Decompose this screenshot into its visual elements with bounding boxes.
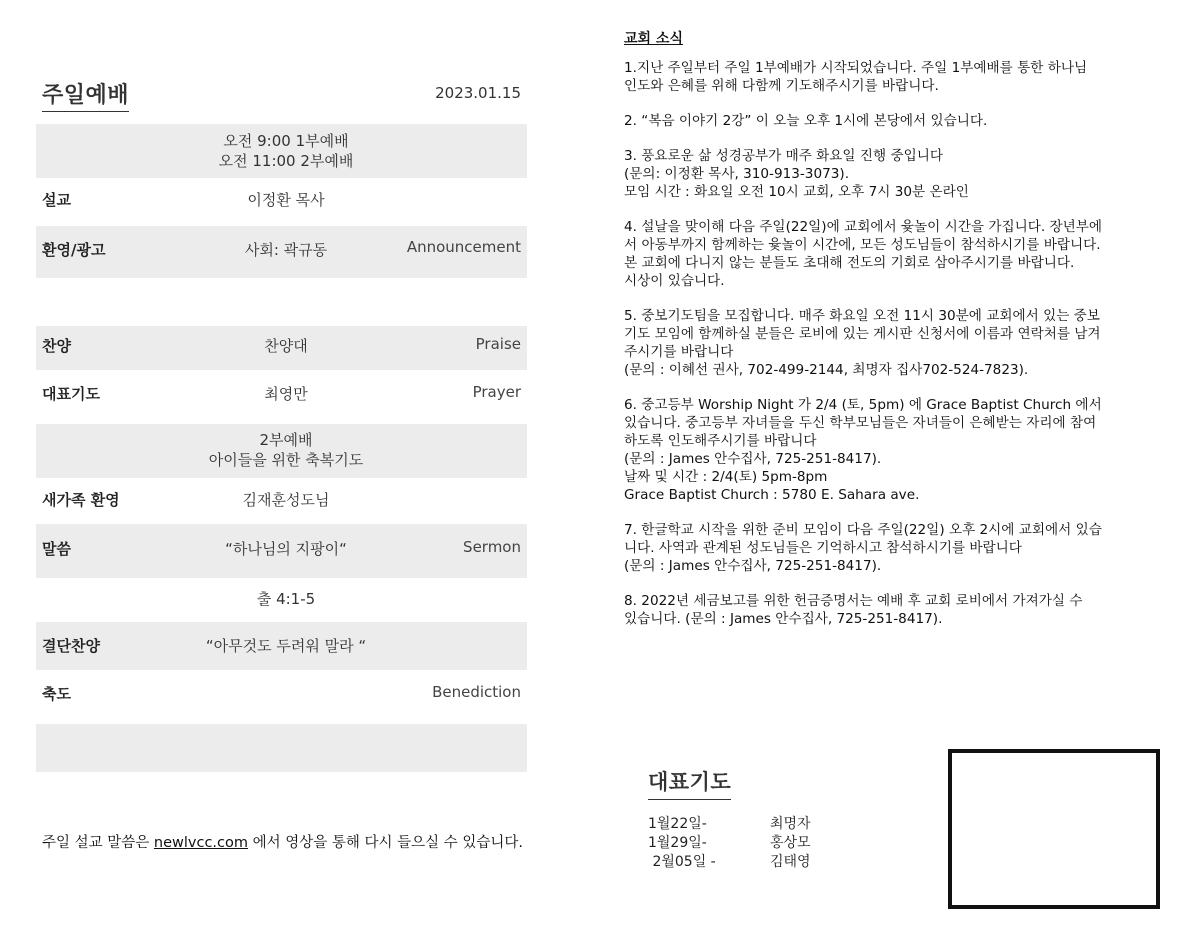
row-label: 찬양 [42,337,71,355]
row-label: 새가족 환영 [42,491,120,509]
closing-hymn-title: “아무것도 두려워 말라 “ [205,637,367,655]
word-row [36,524,527,578]
row-label: 대표기도 [42,385,100,403]
row-english-label: Sermon [463,538,521,556]
sermon-preacher-row [36,178,527,226]
image-placeholder-box [948,749,1160,909]
news-item: 5. 중보기도팀을 모집합니다. 매주 화요일 오전 11시 30분에 교회에서 있는 중보 기도 모임에 함께하실 분들은 로비에 있는 게시판 신청서에 이름과 연락처를 남겨 주시기를 바랍니다 (문의 : 이혜선 권사, 702-499-2144, 최명자 집사702-524-7823). [624,308,1101,378]
prayer-date: 1월29일- [648,835,707,851]
second-service-title: 2부예배 [259,431,313,449]
sermon-title: “하나님의 지팡이“ [225,540,347,558]
row-label: 축도 [42,685,71,703]
service-times-row [36,124,527,178]
closing-hymn-row [36,622,527,670]
service-times [126,131,446,171]
news-heading: 교회 소식 [624,31,683,47]
row-english-label: Benediction [432,683,521,701]
page-title: 주일예배 [42,78,129,112]
prayer-date: 1월22일- [648,816,707,832]
empty-row [36,724,527,772]
second-service-blessing [126,430,446,470]
row-label: 설교 [42,191,71,209]
first-service-time: 오전 9:00 1부예배 [223,132,349,150]
service-date: 2023.01.15 [435,84,521,102]
news-item: 6. 중고등부 Worship Night 가 2/4 (토, 5pm) 에 Grace Baptist Church 에서 있습니다. 중고등부 자녀들을 두신 학부모님들은 자녀들이 은혜받는 자리에 참여 하도록 인도해주시기를 바랍니다 (문의 : James 안수집사, 725-251-8417). 날짜 및 시간 : 2/4(토) 5pm-8pm Grace Baptist Church : 5780 E. Sahara ave. [624,397,1102,503]
scripture-reference: 출 4:1-5 [256,590,316,608]
list-item [648,834,828,853]
news-item: 3. 풍요로운 삶 성경공부가 매주 화요일 진행 중입니다 (문의: 이정환 목사, 310-913-3073). 모임 시간 : 화요일 오전 10시 교회, 오후 7시 30분 온라인 [624,148,969,200]
row-english-label: Praise [475,335,521,353]
praise-row [36,326,527,370]
prayer-leader: 최영만 [264,385,308,403]
worship-header [36,78,527,114]
prayer-row [36,370,527,424]
sermon-replay-note [42,831,523,852]
representative-prayer-title: 대표기도 [648,766,731,800]
row-english-label: Announcement [406,238,521,256]
row-label: 결단찬양 [42,637,100,655]
footer-text-after: 에서 영상을 통해 다시 들으실 수 있습니다. [248,835,523,851]
second-service-time: 오전 11:00 2부예배 [218,152,354,170]
list-item [648,853,828,872]
preacher-name: 이정환 목사 [247,191,325,209]
second-service-row [36,424,527,478]
church-news-section [624,30,1154,645]
welcome-row [36,226,527,278]
prayer-name: 최명자 [770,816,811,832]
host-name: 사회: 곽규동 [244,241,328,259]
row-english-label: Prayer [472,383,521,401]
scripture-row [36,578,527,622]
row-label: 말씀 [42,540,71,558]
prayer-schedule [648,815,828,872]
website-link[interactable]: newlvcc.com [153,835,248,851]
benediction-row [36,670,527,720]
news-item: 7. 한글학교 시작을 위한 준비 모임이 다음 주일(22일) 오후 2시에 교회에서 있습 니다. 사역과 관계된 성도님들은 기억하시고 참석하시기를 바랍니다 (문의 : James 안수집사, 725-251-8417). [624,522,1102,574]
news-item: 2. “복음 이야기 2강” 이 오늘 오후 1시에 본당에서 있습니다. [624,113,988,129]
footer-text-before: 주일 설교 말씀은 [42,835,154,851]
prayer-date: 2월05일 - [648,854,716,870]
list-item [648,815,828,834]
praise-leader: 찬양대 [264,337,308,355]
row-label: 환영/광고 [42,241,106,259]
news-item: 8. 2022년 세금보고를 위한 헌금증명서는 예배 후 교회 로비에서 가져가실 수 있습니다. (문의 : James 안수집사, 725-251-8417). [624,593,1083,627]
prayer-name: 홍상모 [770,835,811,851]
children-blessing-prayer: 아이들을 위한 축복기도 [208,451,364,469]
news-item: 4. 설날을 맞이해 다음 주일(22일)에 교회에서 윷놀이 시간을 가집니다. 장년부에 서 아동부까지 함께하는 윷놀이 시간에, 모든 성도님들이 참석하시기를 바랍니다. 본 교회에 다니지 않는 분들도 초대해 전도의 기회로 삼아주시기를 바랍니다. 시상이 있습니다. [624,219,1103,289]
prayer-name: 김태영 [770,854,811,870]
news-item: 1.지난 주일부터 주일 1부예배가 시작되었습니다. 주일 1부예배를 통한 하나님 인도와 은혜를 위해 다함께 기도해주시기를 바랍니다. [624,60,1088,94]
new-family-row [36,478,527,524]
new-family-name: 김재훈성도님 [242,491,330,509]
